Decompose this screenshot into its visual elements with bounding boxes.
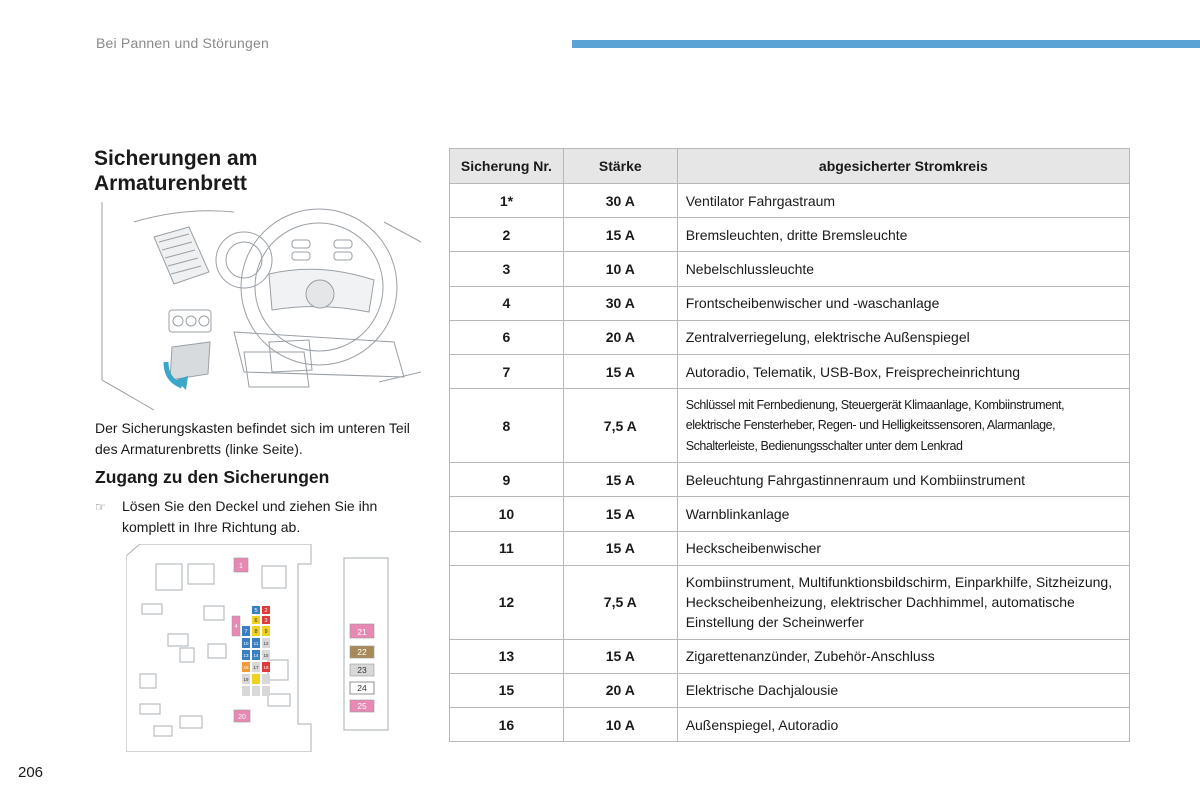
- fuse-number-cell: 8: [450, 389, 564, 463]
- fuse-11-label: 11: [253, 641, 259, 646]
- amperage-cell: 10 A: [563, 708, 677, 742]
- fuse-box-diagram: [126, 544, 391, 752]
- fuse-22-label: 22: [357, 647, 367, 657]
- table-row: [450, 218, 1130, 252]
- table-row: [450, 320, 1130, 354]
- table-row: [450, 184, 1130, 218]
- fuse-17-label: 17: [253, 665, 259, 670]
- fuse-7-label: 7: [244, 629, 248, 635]
- fuse-number-cell: 2: [450, 218, 564, 252]
- fuse-19-label: 19: [243, 677, 249, 682]
- amperage-cell: 15 A: [563, 531, 677, 565]
- fuse-23-label: 23: [357, 665, 367, 675]
- table-row: [450, 639, 1130, 673]
- fuse-3-label: 3: [264, 618, 268, 624]
- dashboard-illustration: [94, 202, 421, 410]
- column-header-circuit: abgesicherter Stromkreis: [677, 149, 1129, 184]
- fuse-25-label: 25: [357, 701, 367, 711]
- amperage-cell: 10 A: [563, 252, 677, 286]
- fuse-unlabeled-e: [262, 686, 270, 696]
- circuit-cell: Außenspiegel, Autoradio: [677, 708, 1129, 742]
- circuit-cell: Zigarettenanzünder, Zubehör-Anschluss: [677, 639, 1129, 673]
- header-accent-bar: [572, 40, 1200, 48]
- table-row: [450, 708, 1130, 742]
- circuit-cell: Nebelschlussleuchte: [677, 252, 1129, 286]
- fuse-number-cell: 3: [450, 252, 564, 286]
- instruction-item: [95, 496, 425, 538]
- fuse-number-cell: 6: [450, 320, 564, 354]
- fuse-number-cell: 4: [450, 286, 564, 320]
- circuit-cell: Heckscheibenwischer: [677, 531, 1129, 565]
- fuse-24-label: 24: [357, 683, 367, 693]
- circuit-cell: Beleuchtung Fahrgastinnenraum und Kombiinstrument: [677, 463, 1129, 497]
- table-row: [450, 497, 1130, 531]
- page-number: 206: [18, 764, 44, 781]
- fuse-number-cell: 10: [450, 497, 564, 531]
- fuse-2-label: 2: [264, 608, 268, 614]
- amperage-cell: 15 A: [563, 218, 677, 252]
- fuse-number-cell: 15: [450, 673, 564, 707]
- fuse-grid: [242, 606, 270, 696]
- fuse-20-label: 20: [238, 714, 246, 721]
- fuse-number-cell: 13: [450, 639, 564, 673]
- amperage-cell: 20 A: [563, 673, 677, 707]
- fuse-8-label: 8: [254, 629, 258, 635]
- fuse-6-label: 6: [254, 618, 258, 624]
- fuse-table: [449, 148, 1130, 742]
- table-row: [450, 463, 1130, 497]
- fuse-21-label: 21: [357, 627, 367, 637]
- circuit-cell: Warnblinkanlage: [677, 497, 1129, 531]
- fuse-12-label: 12: [263, 641, 269, 646]
- table-row: [450, 565, 1130, 639]
- circuit-cell: Kombiinstrument, Multifunktionsbildschirm, Einparkhilfe, Sitzheizung, Heckscheibenheizung, elektrischer Dachhimmel, automatische Einstellung der Scheinwerfer: [677, 565, 1129, 639]
- fuse-unlabeled-b: [262, 674, 270, 684]
- fuse-18-label: 18: [263, 665, 269, 670]
- amperage-cell: 15 A: [563, 639, 677, 673]
- fuse-9-label: 9: [264, 629, 268, 635]
- table-row: [450, 673, 1130, 707]
- fuse-number-cell: 7: [450, 354, 564, 388]
- fuse-number-cell: 11: [450, 531, 564, 565]
- fuse-unlabeled-a: [252, 674, 260, 684]
- column-header-amperage: Stärke: [563, 149, 677, 184]
- column-header-fuse-number: Sicherung Nr.: [450, 149, 564, 184]
- fuse-number-cell: 12: [450, 565, 564, 639]
- amperage-cell: 15 A: [563, 497, 677, 531]
- access-subtitle: Zugang zu den Sicherungen: [95, 467, 330, 487]
- circuit-cell: Elektrische Dachjalousie: [677, 673, 1129, 707]
- fuse-14-label: 14: [253, 653, 259, 658]
- instruction-text: Lösen Sie den Deckel und ziehen Sie ihn komplett in Ihre Richtung ab.: [122, 498, 378, 535]
- chapter-header: Bei Pannen und Störungen: [96, 35, 269, 51]
- fuse-4-label: 4: [234, 624, 238, 630]
- amperage-cell: 7,5 A: [563, 389, 677, 463]
- section-title: Sicherungen am Armaturenbrett: [94, 147, 258, 195]
- table-row: [450, 286, 1130, 320]
- fuse-1-label: 1: [239, 563, 243, 570]
- fuse-number-cell: 16: [450, 708, 564, 742]
- circuit-cell: Schlüssel mit Fernbedienung, Steuergerät Klimaanlage, Kombiinstrument, elektrische Fensterheber, Regen- und Helligkeitssensoren, Alarmanlage, Schalterleiste, Bedienungsschalter unter dem Lenkrad: [677, 389, 1129, 463]
- fuse-15-label: 15: [263, 653, 269, 658]
- fuse-13-label: 13: [243, 653, 249, 658]
- amperage-cell: 20 A: [563, 320, 677, 354]
- table-row: [450, 389, 1130, 463]
- fuse-5-label: 5: [254, 608, 258, 614]
- amperage-cell: 7,5 A: [563, 565, 677, 639]
- fuse-unlabeled-d: [252, 686, 260, 696]
- amperage-cell: 30 A: [563, 184, 677, 218]
- fuse-number-cell: 1*: [450, 184, 564, 218]
- table-header-row: [450, 149, 1130, 184]
- amperage-cell: 15 A: [563, 354, 677, 388]
- table-row: [450, 531, 1130, 565]
- amperage-cell: 30 A: [563, 286, 677, 320]
- amperage-cell: 15 A: [563, 463, 677, 497]
- circuit-cell: Ventilator Fahrgastraum: [677, 184, 1129, 218]
- table-row: [450, 252, 1130, 286]
- fuse-unlabeled-c: [242, 686, 250, 696]
- circuit-cell: Bremsleuchten, dritte Bremsleuchte: [677, 218, 1129, 252]
- circuit-cell: Frontscheibenwischer und -waschanlage: [677, 286, 1129, 320]
- circuit-cell: Autoradio, Telematik, USB-Box, Freisprecheinrichtung: [677, 354, 1129, 388]
- fuse-number-cell: 9: [450, 463, 564, 497]
- location-description: Der Sicherungskasten befindet sich im unteren Teil des Armaturenbretts (linke Seite).: [95, 420, 410, 457]
- fuse-10-label: 10: [243, 641, 249, 646]
- pointing-finger-icon: ☞: [95, 500, 106, 514]
- fuse-16-label: 16: [243, 665, 249, 670]
- circuit-cell: Zentralverriegelung, elektrische Außenspiegel: [677, 320, 1129, 354]
- table-row: [450, 354, 1130, 388]
